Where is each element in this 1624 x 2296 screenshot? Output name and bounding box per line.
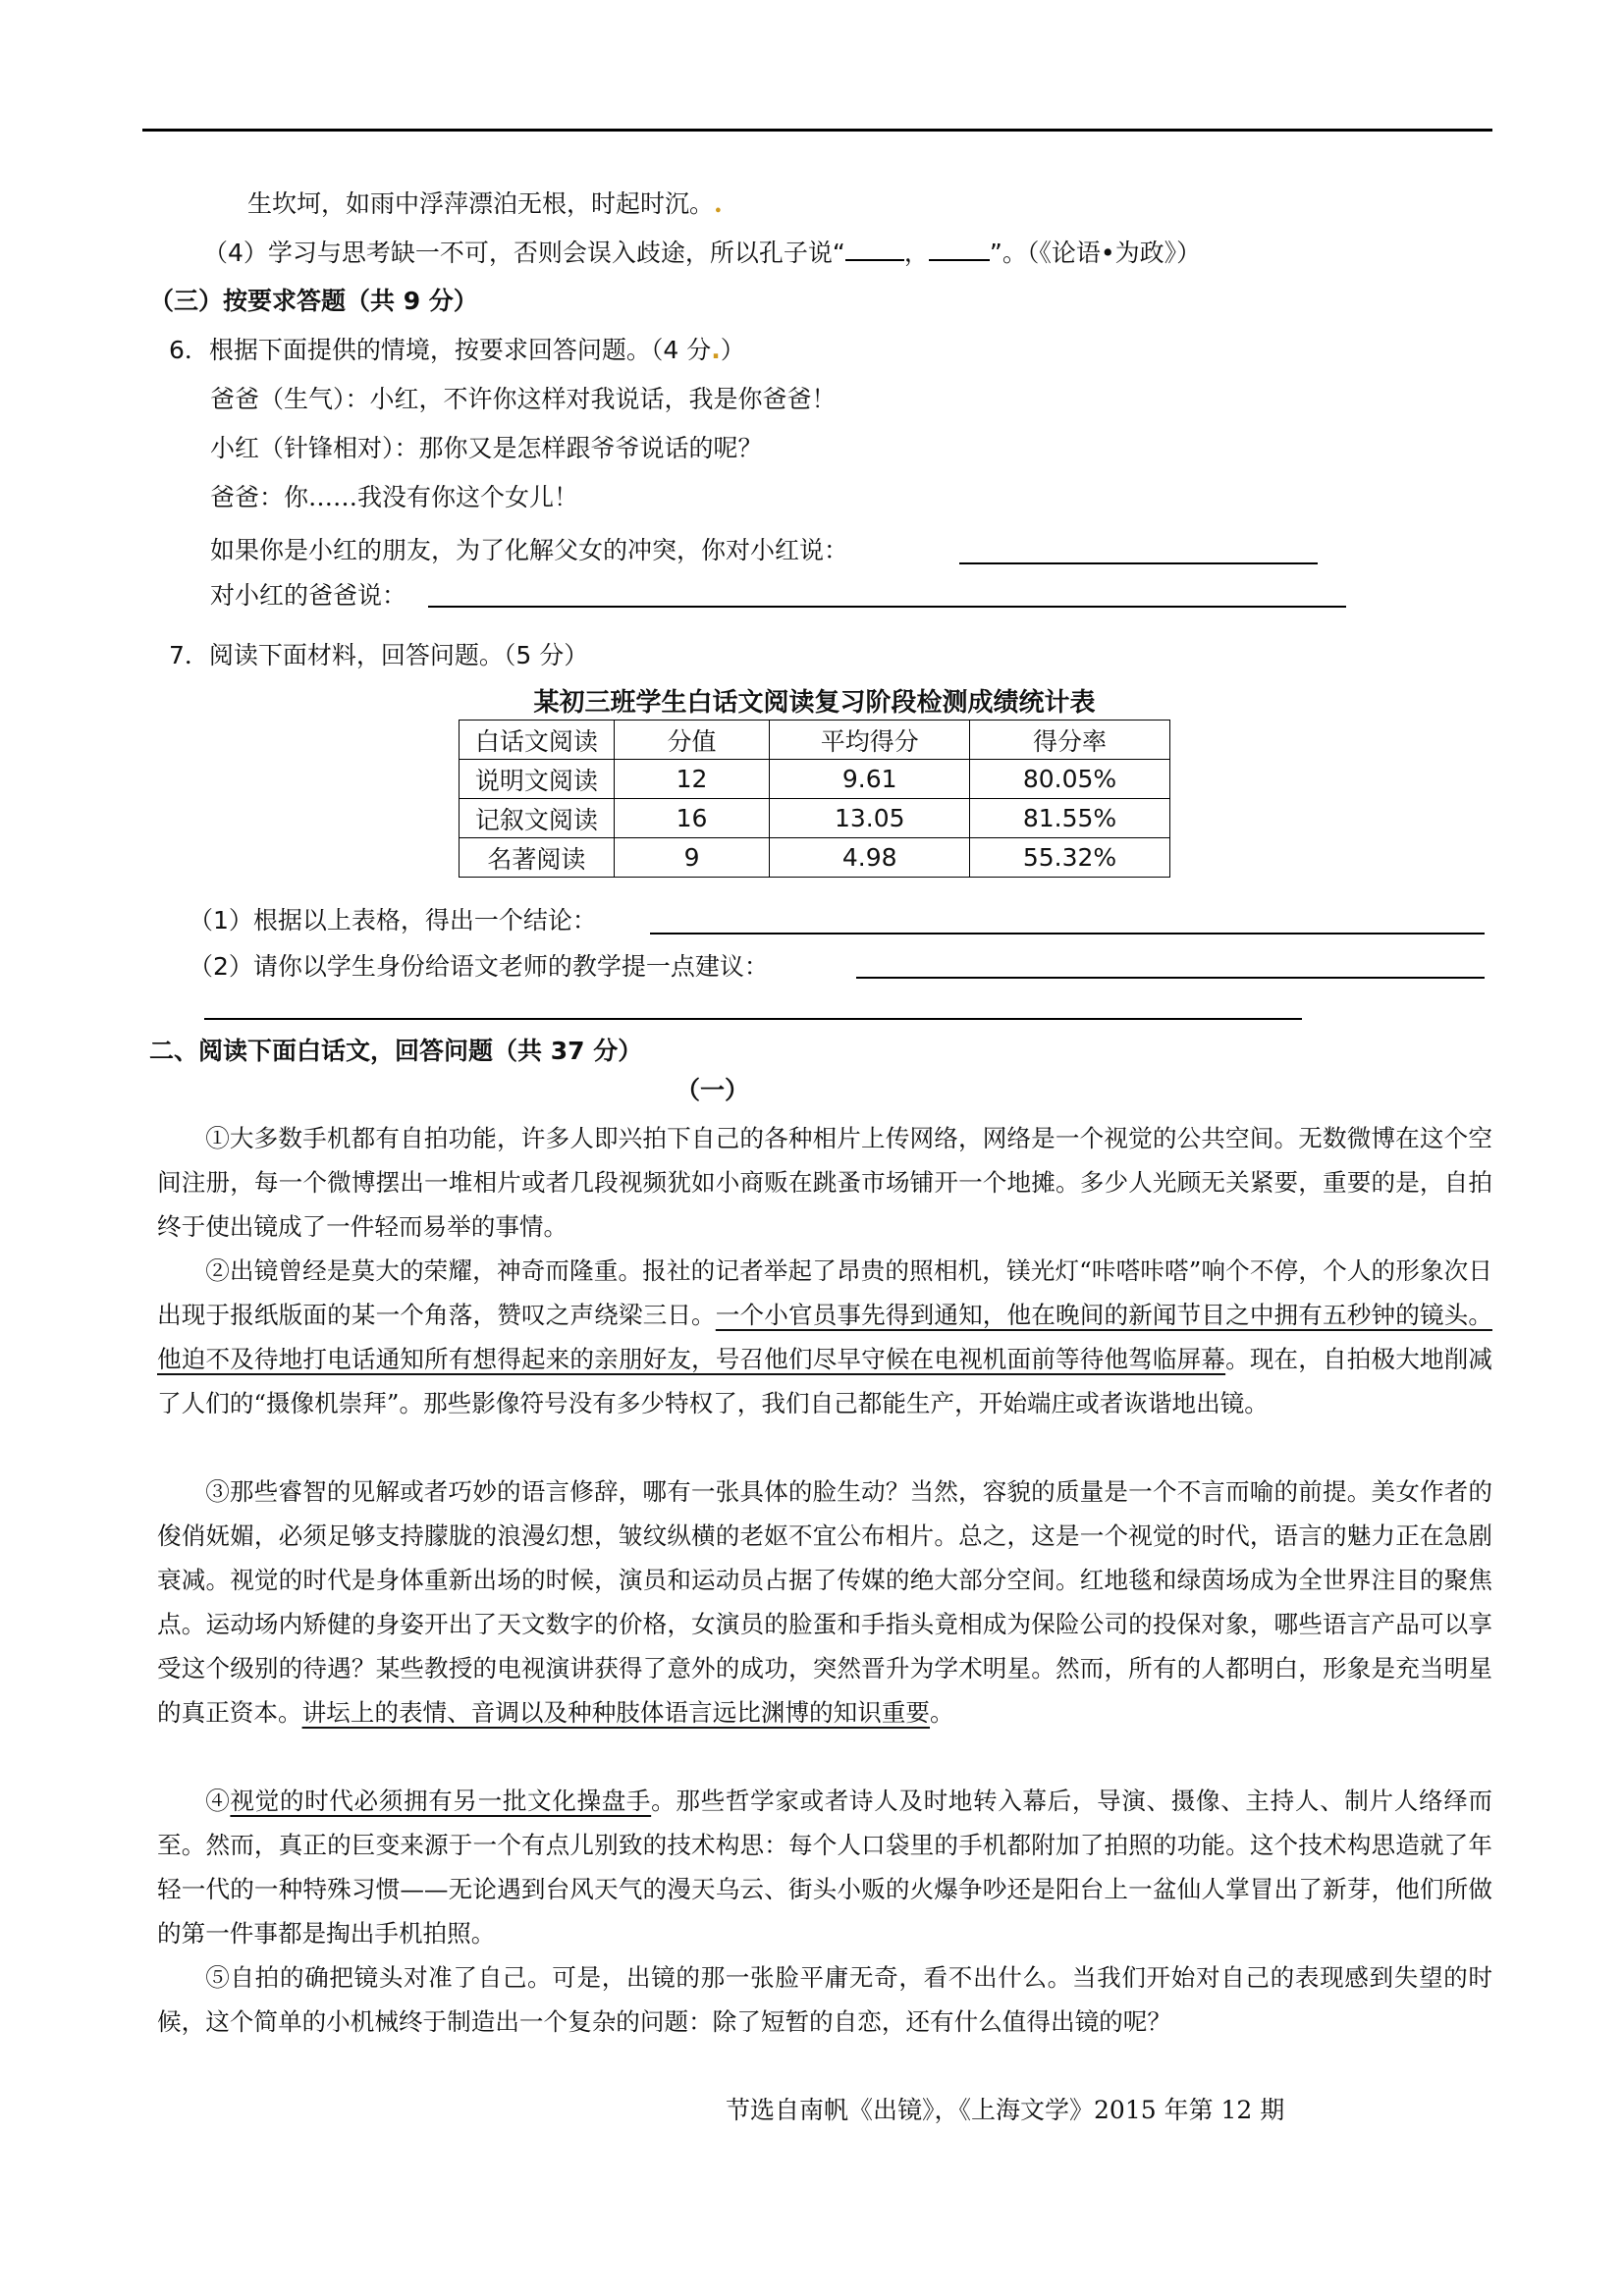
source-citation: 节选自南帆《出镜》，《上海文学》2015 年第 12 期 — [726, 2096, 1285, 2124]
table-row — [460, 799, 1170, 838]
dialogue-line: 爸爸：你……我没有你这个女儿！ — [210, 483, 579, 511]
table-cell: 12 — [614, 760, 770, 799]
answer-blank-2[interactable] — [929, 234, 990, 261]
table-cell: 说明文阅读 — [460, 760, 615, 799]
q6-prompt-2: 对小红的爸爸说： — [210, 581, 407, 610]
paragraph-1: ①大多数手机都有自拍功能，许多人即兴拍下自己的各种相片上传网络，网络是一个视觉的公共空间。无数微博在这个空间注册，每一个微博摆出一堆相片或者几段视频犹如小商贩在跳蚤市场铺开一个地摊。多少人光顾无关紧要，重要的是，自拍终于使出镜成了一件轻而易举的事情。 — [157, 1124, 1492, 1241]
question-6-title: 6．根据下面提供的情境，按要求回答问题。（4 分.） — [169, 336, 745, 364]
table-cell: 80.05% — [970, 760, 1170, 799]
answer-line-q6-1[interactable] — [959, 562, 1318, 564]
paragraph-5: ⑤自拍的确把镜头对准了自己。可是，出镜的那一张脸平庸无奇，看不出什么。当我们开始对自己的表现感到失望的时候，这个简单的小机械终于制造出一个复杂的问题：除了短暂的自恋，还有什么值得出镜的呢？ — [157, 1963, 1492, 2036]
answer-line-q7-3[interactable] — [204, 1018, 1302, 1020]
q6-prompt-1: 如果你是小红的朋友，为了化解父女的冲突，你对小红说： — [210, 536, 849, 564]
underlined-sentence: 视觉的时代必须拥有另一批文化操盘手 — [230, 1787, 652, 1815]
table-row — [460, 838, 1170, 878]
paragraph-4: ④视觉的时代必须拥有另一批文化操盘手。那些哲学家或者诗人及时地转入幕后，导演、摄像、主持人、制片人络绎而至。然而，真正的巨变来源于一个有点儿别致的技术构思：每个人口袋里的手机都附加了拍照的功能。这个技术构思造就了年轻一代的一种特殊习惯——无论遇到台风天气的漫天乌云、街头小贩的火爆争吵还是阳台上一盆仙人掌冒出了新芽，他们所做的第一件事都是掏出手机拍照。 — [157, 1787, 1492, 1948]
q7-sub-2: （2）请你以学生身份给语文老师的教学提一点建议： — [189, 952, 769, 981]
dialogue-line: 小红（针锋相对）：那你又是怎样跟爷爷说话的呢？ — [210, 434, 763, 462]
score-table — [459, 720, 1170, 878]
question-4: （4）学习与思考缺一不可，否则会误入歧途，所以孔子说“ ， ”。（《论语•为政》） — [203, 234, 1201, 271]
table-cell: 9 — [614, 838, 770, 878]
section-3-title: （三）按要求答题（共 9 分） — [149, 287, 478, 315]
table-cell: 名著阅读 — [460, 838, 615, 878]
question-7-title: 7．阅读下面材料，回答问题。（5 分） — [169, 641, 589, 669]
continued-text: 生坎坷，如雨中浮萍漂泊无根，时起时沉。. — [247, 189, 723, 218]
header-rule — [142, 129, 1492, 132]
paragraph-2: ②出镜曾经是莫大的荣耀，神奇而隆重。报社的记者举起了昂贵的照相机，镁光灯“咔嗒咔嗒”响个不停，个人的形象次日出现于报纸版面的某一个角落，赞叹之声绕梁三日。一个小官员事先得到通知，他在晚间的新闻节目之中拥有五秒钟的镜头。他迫不及待地打电话通知所有想得起来的亲朋好友，号召他们尽早守候在电视机面前等待他驾临屏幕。现在，自拍极大地削减了人们的“摄像机崇拜”。那些影像符号没有多少特权了，我们自己都能生产，开始端庄或者诙谐地出镜。 — [157, 1256, 1492, 1417]
paragraph-3: ③那些睿智的见解或者巧妙的语言修辞，哪有一张具体的脸生动？当然，容貌的质量是一个不言而喻的前提。美女作者的俊俏妩媚，必须足够支持朦胧的浪漫幻想，皱纹纵横的老妪不宜公布相片。总之，这是一个视觉的时代，语言的魅力正在急剧衰减。视觉的时代是身体重新出场的时候，演员和运动员占据了传媒的绝大部分空间。红地毯和绿茵场成为全世界注目的聚焦点。运动场内矫健的身姿开出了天文数字的价格，女演员的脸蛋和手指头竟相成为保险公司的投保对象，哪些语言产品可以享受这个级别的待遇？某些教授的电视演讲获得了意外的成功，突然晋升为学术明星。然而，所有的人都明白，形象是充当明星的真正资本。讲坛上的表情、音调以及种种肢体语言远比渊博的知识重要。 — [157, 1477, 1492, 1727]
q7-sub-1: （1）根据以上表格，得出一个结论： — [189, 906, 597, 934]
table-header-row — [460, 721, 1170, 760]
answer-line-q6-2[interactable] — [428, 606, 1346, 608]
table-cell: 记叙文阅读 — [460, 799, 615, 838]
part-1-title: （一） — [676, 1076, 750, 1104]
table-cell: 4.98 — [770, 838, 970, 878]
table-cell: 16 — [614, 799, 770, 838]
answer-line-q7-1[interactable] — [650, 933, 1485, 934]
table-caption: 某初三班学生白话文阅读复习阶段检测成绩统计表 — [533, 688, 1096, 718]
answer-line-q7-2[interactable] — [856, 977, 1485, 979]
section-2-title: 二、阅读下面白话文，回答问题（共 37 分） — [149, 1037, 643, 1065]
underlined-sentence: 讲坛上的表情、音调以及种种肢体语言远比渊博的知识重要 — [301, 1698, 931, 1727]
answer-blank-1[interactable] — [845, 234, 904, 261]
underlined-sentence: 一个小官员事先得到通知，他在晚间的新闻节目之中拥有五秒钟的镜头。他迫不及待地打电话通知所有想得起来的亲朋好友，号召他们尽早守候在电视机面前等待他驾临屏幕 — [157, 1301, 1492, 1373]
table-cell: 55.32% — [970, 838, 1170, 878]
header-cell: 分值 — [614, 721, 770, 760]
table-row — [460, 760, 1170, 799]
table-cell: 13.05 — [770, 799, 970, 838]
header-cell: 平均得分 — [770, 721, 970, 760]
table-cell: 9.61 — [770, 760, 970, 799]
table-cell: 81.55% — [970, 799, 1170, 838]
header-cell: 白话文阅读 — [460, 721, 615, 760]
dialogue-line: 爸爸（生气）：小红，不许你这样对我说话，我是你爸爸！ — [210, 385, 837, 413]
header-cell: 得分率 — [970, 721, 1170, 760]
